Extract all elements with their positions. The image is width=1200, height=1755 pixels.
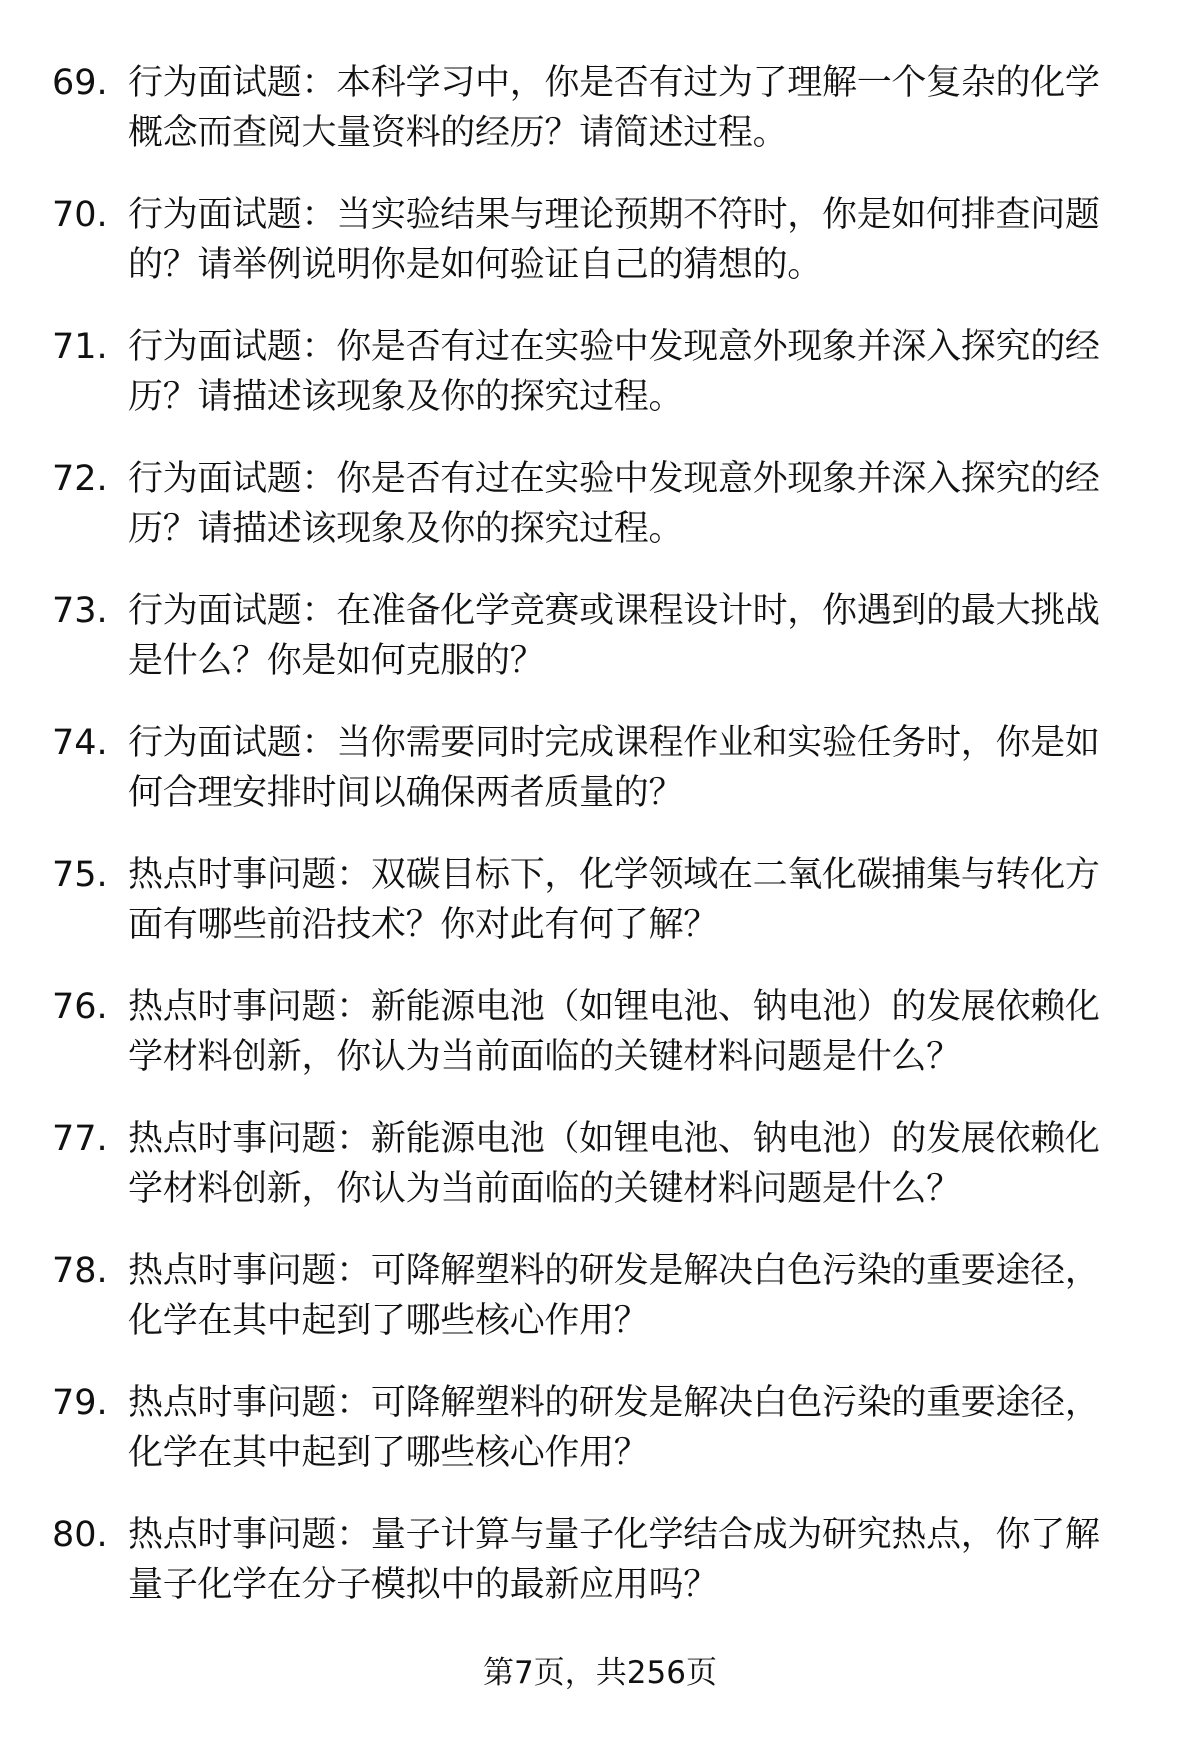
question-text [128,322,1198,422]
question-line: 热点时事问题：双碳目标下，化学领域在二氧化碳捕集与转化方 [128,855,1100,895]
question-text [128,850,1198,950]
question-line: 是什么？你是如何克服的？ [128,641,545,681]
question-line: 行为面试题：你是否有过在实验中发现意外现象并深入探究的经 [128,327,1100,367]
question-item [52,586,1152,718]
question-line: 热点时事问题：量子计算与量子化学结合成为研究热点，你了解 [128,1515,1100,1555]
question-number: 80. [52,1515,108,1555]
question-number: 77. [52,1119,108,1159]
question-item [52,1510,1152,1642]
question-line: 行为面试题：当实验结果与理论预期不符时，你是如何排查问题 [128,195,1100,235]
question-number: 73. [52,591,108,631]
question-line: 热点时事问题：可降解塑料的研发是解决白色污染的重要途径， [128,1251,1100,1291]
question-text [128,1510,1198,1610]
question-line: 学材料创新，你认为当前面临的关键材料问题是什么？ [128,1037,961,1077]
question-text [128,190,1198,290]
question-number: 74. [52,723,108,763]
question-line: 历？请描述该现象及你的探究过程。 [128,377,684,417]
question-line: 面有哪些前沿技术？你对此有何了解？ [128,905,718,945]
question-text [128,1246,1198,1346]
question-line: 行为面试题：在准备化学竞赛或课程设计时，你遇到的最大挑战 [128,591,1100,631]
question-line: 行为面试题：当你需要同时完成课程作业和实验任务时，你是如 [128,723,1100,763]
question-item [52,850,1152,982]
question-text [128,1378,1198,1478]
question-line: 热点时事问题：新能源电池（如锂电池、钠电池）的发展依赖化 [128,1119,1100,1159]
question-number: 76. [52,987,108,1027]
question-line: 热点时事问题：新能源电池（如锂电池、钠电池）的发展依赖化 [128,987,1100,1027]
question-line: 行为面试题：你是否有过在实验中发现意外现象并深入探究的经 [128,459,1100,499]
question-text [128,454,1198,554]
question-line: 化学在其中起到了哪些核心作用？ [128,1301,649,1341]
question-number: 71. [52,327,108,367]
question-text [128,982,1198,1082]
question-line: 概念而查阅大量资料的经历？请简述过程。 [128,113,788,153]
question-number: 79. [52,1383,108,1423]
question-text [128,718,1198,818]
question-line: 的？请举例说明你是如何验证自己的猜想的。 [128,245,823,285]
question-item [52,1246,1152,1378]
question-number: 69. [52,63,108,103]
page-footer: 第7页，共256页 [483,1655,717,1691]
question-number: 75. [52,855,108,895]
question-item [52,454,1152,586]
question-line: 量子化学在分子模拟中的最新应用吗？ [128,1565,718,1605]
question-item [52,190,1152,322]
question-text [128,1114,1198,1214]
question-item [52,1378,1152,1510]
question-line: 化学在其中起到了哪些核心作用？ [128,1433,649,1473]
question-item [52,1114,1152,1246]
question-text [128,58,1198,158]
question-line: 何合理安排时间以确保两者质量的？ [128,773,684,813]
question-item [52,982,1152,1114]
question-number: 70. [52,195,108,235]
question-item [52,58,1152,190]
question-line: 历？请描述该现象及你的探究过程。 [128,509,684,549]
question-number: 78. [52,1251,108,1291]
question-line: 学材料创新，你认为当前面临的关键材料问题是什么？ [128,1169,961,1209]
question-line: 行为面试题：本科学习中，你是否有过为了理解一个复杂的化学 [128,63,1100,103]
question-line: 热点时事问题：可降解塑料的研发是解决白色污染的重要途径， [128,1383,1100,1423]
question-text [128,586,1198,686]
question-item [52,718,1152,850]
question-item [52,322,1152,454]
question-number: 72. [52,459,108,499]
question-list [52,58,1152,1642]
